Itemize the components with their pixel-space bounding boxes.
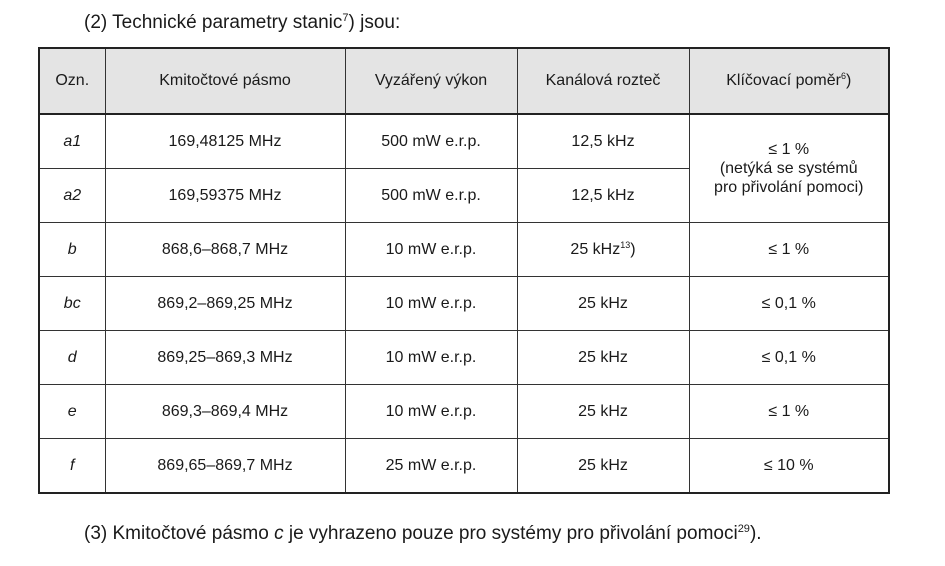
- duty-merged-line3: pro přivolání pomoci): [714, 179, 864, 196]
- cell-ozn: d: [39, 331, 105, 385]
- cell-ozn: bc: [39, 277, 105, 331]
- table-row: [39, 331, 889, 385]
- cell-duty: ≤ 1 %: [689, 223, 889, 277]
- cell-power: 500 mW e.r.p.: [345, 114, 517, 169]
- table-row: [39, 114, 889, 169]
- duty-merged-line2: (netýká se systémů: [719, 160, 858, 177]
- spacing-footnote-ref: 13: [620, 239, 631, 250]
- table-row: [39, 439, 889, 494]
- cell-band: 169,48125 MHz: [105, 114, 345, 169]
- header-duty: [689, 48, 889, 114]
- station-parameters-table: [38, 47, 890, 494]
- header-band: Kmitočtové pásmo: [105, 48, 345, 114]
- header-duty-after: ): [845, 72, 852, 89]
- paragraph-middle: je vyhrazeno pouze pro systémy pro přivolání pomoci: [283, 523, 738, 544]
- cell-power: 10 mW e.r.p.: [345, 223, 517, 277]
- cell-band: 169,59375 MHz: [105, 169, 345, 223]
- cell-band: 868,6–868,7 MHz: [105, 223, 345, 277]
- table-header-row: [39, 48, 889, 114]
- cell-spacing: 12,5 kHz: [517, 114, 689, 169]
- heading-suffix: ) jsou:: [348, 12, 401, 33]
- cell-spacing: 12,5 kHz: [517, 169, 689, 223]
- header-duty-label: Klíčovací poměr: [726, 72, 841, 89]
- cell-band: 869,3–869,4 MHz: [105, 385, 345, 439]
- header-spacing: Kanálová rozteč: [517, 48, 689, 114]
- header-power: Vyzářený výkon: [345, 48, 517, 114]
- cell-spacing: [517, 223, 689, 277]
- paragraph-suffix: ).: [749, 523, 762, 544]
- heading-text: (2) Technické parametry stanic: [84, 12, 343, 33]
- cell-duty: ≤ 0,1 %: [689, 277, 889, 331]
- paragraph-italic-band: c: [274, 523, 284, 544]
- cell-band: 869,65–869,7 MHz: [105, 439, 345, 494]
- table-row: [39, 385, 889, 439]
- cell-power: 500 mW e.r.p.: [345, 169, 517, 223]
- cell-band: 869,2–869,25 MHz: [105, 277, 345, 331]
- cell-duty: ≤ 10 %: [689, 439, 889, 494]
- cell-ozn: a2: [39, 169, 105, 223]
- header-duty-footnote-ref: 6: [840, 71, 846, 81]
- duty-merged-line1: ≤ 1 %: [768, 141, 810, 158]
- cell-power: 25 mW e.r.p.: [345, 439, 517, 494]
- cell-duty: ≤ 0,1 %: [689, 331, 889, 385]
- cell-spacing: 25 kHz: [517, 439, 689, 494]
- cell-spacing: 25 kHz: [517, 331, 689, 385]
- paragraph-footnote-ref: 29: [737, 523, 750, 535]
- cell-ozn: f: [39, 439, 105, 494]
- paragraph-prefix: (3) Kmitočtové pásmo: [84, 523, 275, 544]
- cell-spacing: 25 kHz: [517, 277, 689, 331]
- cell-spacing: 25 kHz: [517, 385, 689, 439]
- cell-duty-merged: [689, 114, 889, 223]
- section-3-paragraph: [84, 521, 762, 547]
- heading-footnote-ref: 7: [342, 12, 349, 24]
- cell-ozn: a1: [39, 114, 105, 169]
- header-ozn: Ozn.: [39, 48, 105, 114]
- section-2-heading: [84, 10, 400, 36]
- cell-ozn: b: [39, 223, 105, 277]
- cell-duty: ≤ 1 %: [689, 385, 889, 439]
- cell-ozn: e: [39, 385, 105, 439]
- table-row: [39, 223, 889, 277]
- table-row: [39, 277, 889, 331]
- cell-band: 869,25–869,3 MHz: [105, 331, 345, 385]
- cell-power: 10 mW e.r.p.: [345, 385, 517, 439]
- cell-power: 10 mW e.r.p.: [345, 331, 517, 385]
- spacing-footnote-after: ): [630, 240, 636, 258]
- cell-spacing-value: 25 kHz: [570, 240, 621, 258]
- cell-power: 10 mW e.r.p.: [345, 277, 517, 331]
